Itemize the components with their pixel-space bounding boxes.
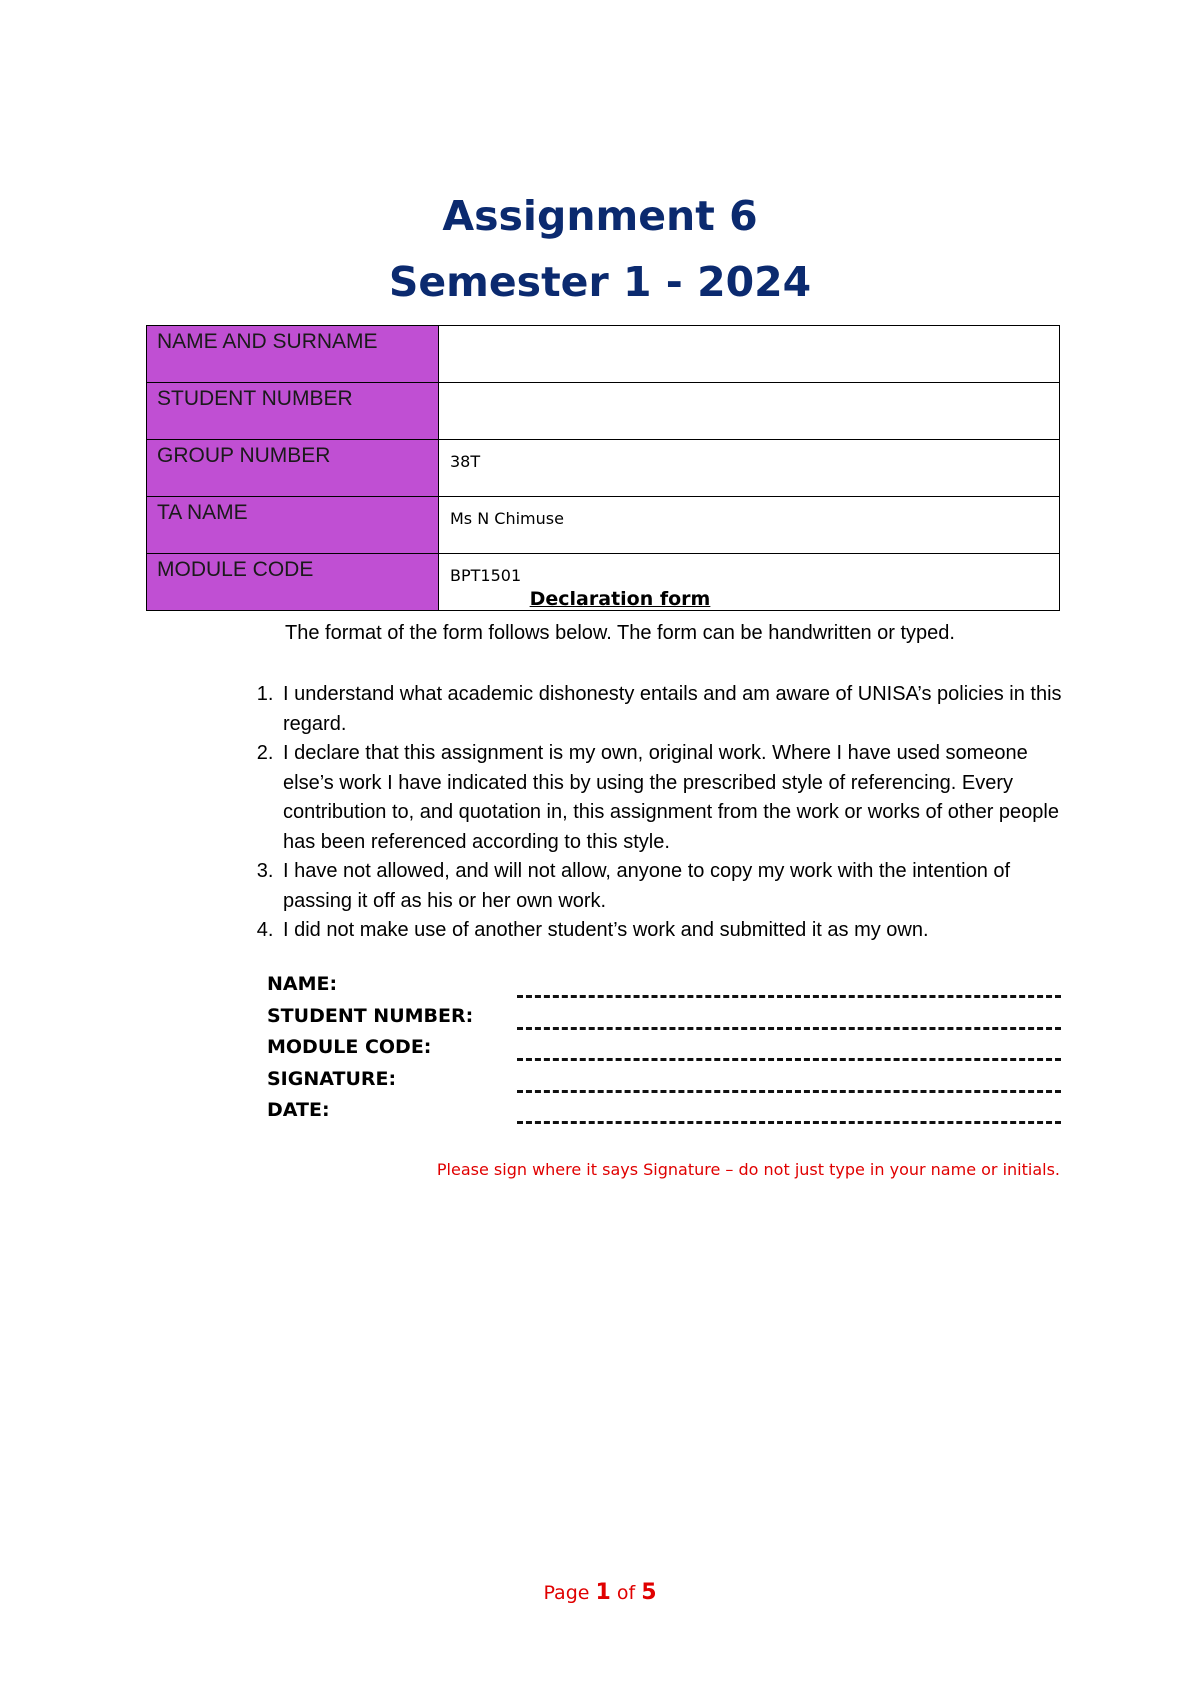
of-word: of bbox=[616, 1582, 636, 1604]
sig-row-date bbox=[267, 1099, 1067, 1131]
student-info-table bbox=[146, 325, 1060, 611]
sig-line-student-number[interactable] bbox=[517, 1027, 1061, 1030]
sig-line-name[interactable] bbox=[517, 995, 1061, 998]
sig-row-module-code bbox=[267, 1036, 1067, 1068]
sig-line-module-code[interactable] bbox=[517, 1058, 1061, 1061]
list-item: 4. I did not make use of another student’s work and submitted it as my own. bbox=[279, 916, 1079, 946]
table-row bbox=[147, 326, 1060, 383]
list-item: 3. I have not allowed, and will not allow, anyone to copy my work with the intention of passing it off as his or her own work. bbox=[279, 857, 1079, 916]
sig-label: DATE: bbox=[267, 1099, 330, 1121]
sig-row-student-number bbox=[267, 1005, 1067, 1037]
declaration-list bbox=[253, 680, 1079, 946]
sig-label: SIGNATURE: bbox=[267, 1067, 397, 1090]
row-label-ta-name: TA NAME bbox=[147, 497, 439, 554]
table-row bbox=[147, 440, 1060, 497]
sig-row-signature bbox=[267, 1068, 1067, 1100]
sig-label: NAME: bbox=[267, 973, 338, 995]
declaration-heading: Declaration form bbox=[529, 588, 711, 610]
signature-note: Please sign where it says Signature – do not just type in your name or initials. bbox=[436, 1160, 1060, 1179]
signature-block bbox=[267, 973, 1067, 1131]
document-subtitle: Semester 1 - 2024 bbox=[388, 258, 812, 306]
row-label-module-code: MODULE CODE bbox=[147, 554, 439, 611]
page-total: 5 bbox=[641, 1580, 657, 1605]
row-value-module-code: BPT1501 bbox=[439, 554, 1060, 611]
sig-row-name bbox=[267, 973, 1067, 1005]
row-label-name-surname: NAME AND SURNAME bbox=[147, 326, 439, 383]
page-word: Page bbox=[543, 1582, 590, 1604]
sig-label: MODULE CODE: bbox=[267, 1036, 432, 1058]
table-row bbox=[147, 383, 1060, 440]
row-value-ta-name: Ms N Chimuse bbox=[439, 497, 1060, 554]
sig-line-signature[interactable] bbox=[517, 1090, 1061, 1093]
row-value-student-number[interactable] bbox=[439, 383, 1060, 440]
page-footer bbox=[0, 1580, 1200, 1605]
table-row bbox=[147, 497, 1060, 554]
list-item: 1. I understand what academic dishonesty entails and am aware of UNISA’s policies in this regard. bbox=[279, 680, 1079, 739]
row-value-name-surname[interactable] bbox=[439, 326, 1060, 383]
declaration-intro: The format of the form follows below. The form can be handwritten or typed. bbox=[285, 622, 955, 644]
row-label-group-number: GROUP NUMBER bbox=[147, 440, 439, 497]
row-value-group-number: 38T bbox=[439, 440, 1060, 497]
document-title: Assignment 6 bbox=[442, 192, 758, 240]
list-item: 2. I declare that this assignment is my own, original work. Where I have used someone else’s work I have indicated this by using the prescribed style of referencing. Every contribution to, and quotation in, this assignment from the work or works of other people has been referenced according to this style. bbox=[279, 739, 1079, 857]
sig-label: STUDENT NUMBER: bbox=[267, 1004, 474, 1027]
row-label-student-number: STUDENT NUMBER bbox=[147, 383, 439, 440]
sig-line-date[interactable] bbox=[517, 1121, 1061, 1124]
page-current: 1 bbox=[595, 1580, 611, 1605]
